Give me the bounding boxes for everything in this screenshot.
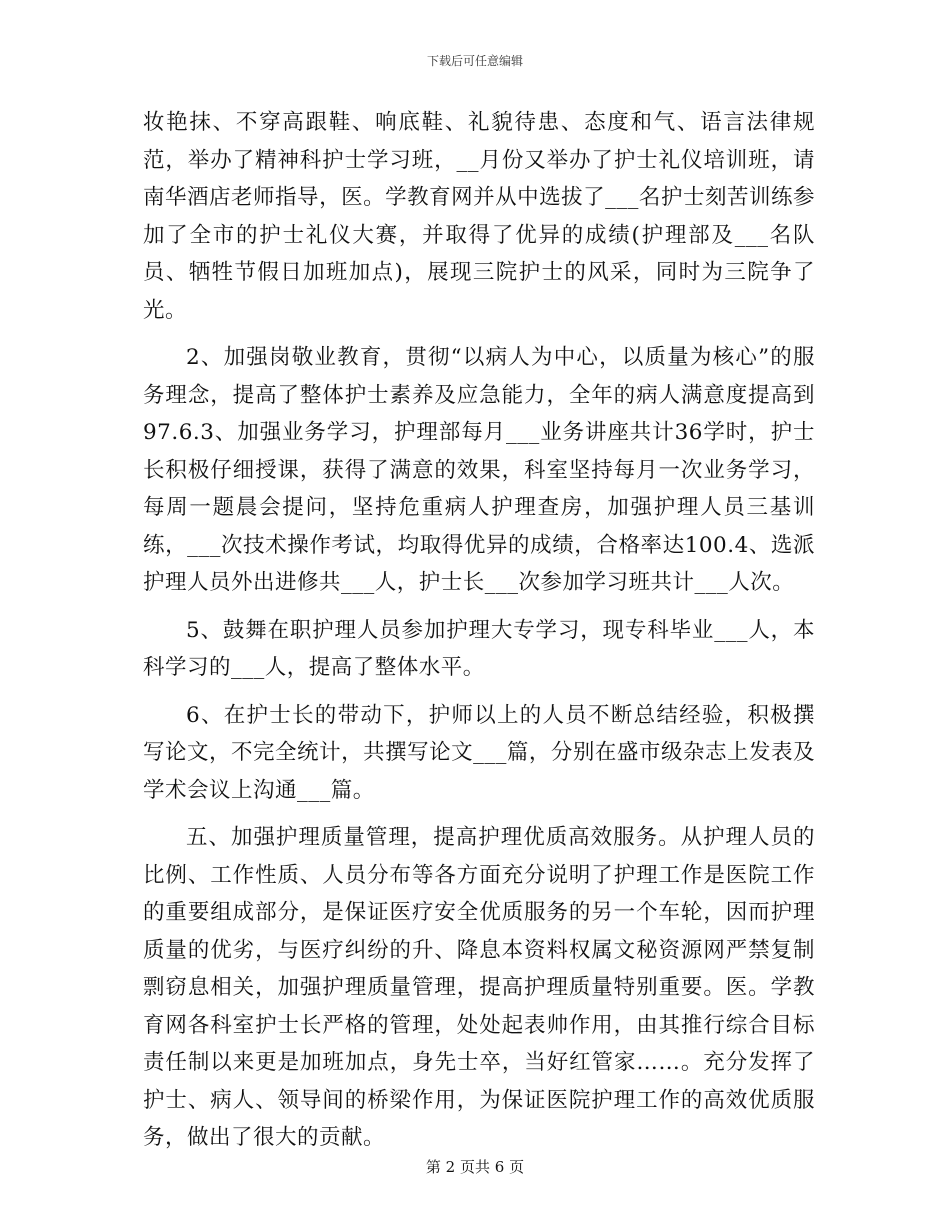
page-footer: 第 2 页共 6 页 [425,1158,525,1176]
paragraph-4: 6、在护士长的带动下，护师以上的人员不断总结经验，积极撰写论文，不完全统计，共撰写论文___篇，分别在盛市级杂志上发表及学术会议上沟通___篇。 [143,702,815,803]
paragraph-1: 妆艳抹、不穿高跟鞋、响底鞋、礼貌待患、态度和气、语言法律规范，举办了精神科护士学习班，__月份又举办了护士礼仪培训班，请南华酒店老师指导，医。学教育网并从中选拔了___名护士刻苦训练参加了全市的护士礼仪大赛，并取得了优异的成绩(护理部及___名队员、牺牲节假日加班加点)，展现三院护士的风采，同时为三院争了光。 [143,110,815,323]
page-header: 下载后可任意编辑 [426,54,523,68]
paragraph-5: 五、加强护理质量管理，提高护理优质高效服务。从护理人员的比例、工作性质、人员分布等各方面充分说明了护理工作是医院工作的重要组成部分，是保证医疗安全优质服务的另一个车轮，因而护理质量的优劣，与医疗纠纷的升、降息本资料权属文秘资源网严禁复制剽窃息相关，加强护理质量管理，提高护理质量特别重要。医。学教育网各科室护士长严格的管理，处处起表帅作用，由其推行综合目标责任制以来更是加班加点，身先士卒，当好红管家……。充分发挥了护士、病人、领导间的桥梁作用，为保证医院护理工作的高效优质服务，做出了很大的贡献。 [143,825,815,1150]
paragraph-2: 2、加强岗敬业教育，贯彻“以病人为中心，以质量为核心”的服务理念，提高了整体护士素养及应急能力，全年的病人满意度提高到97.6.3、加强业务学习，护理部每月___业务讲座共计36学时，护士长积极仔细授课，获得了满意的效果，科室坚持每月一次业务学习，每周一题晨会提问，坚持危重病人护理查房，加强护理人员三基训练，___次技术操作考试，均取得优异的成绩，合格率达100.4、选派护理人员外出进修共___人，护士长___次参加学习班共计___人次。 [143,345,815,595]
document-body [143,104,815,1167]
paragraph-3: 5、鼓舞在职护理人员参加护理大专学习，现专科毕业___人，本科学习的___人，提高了整体水平。 [143,617,815,680]
